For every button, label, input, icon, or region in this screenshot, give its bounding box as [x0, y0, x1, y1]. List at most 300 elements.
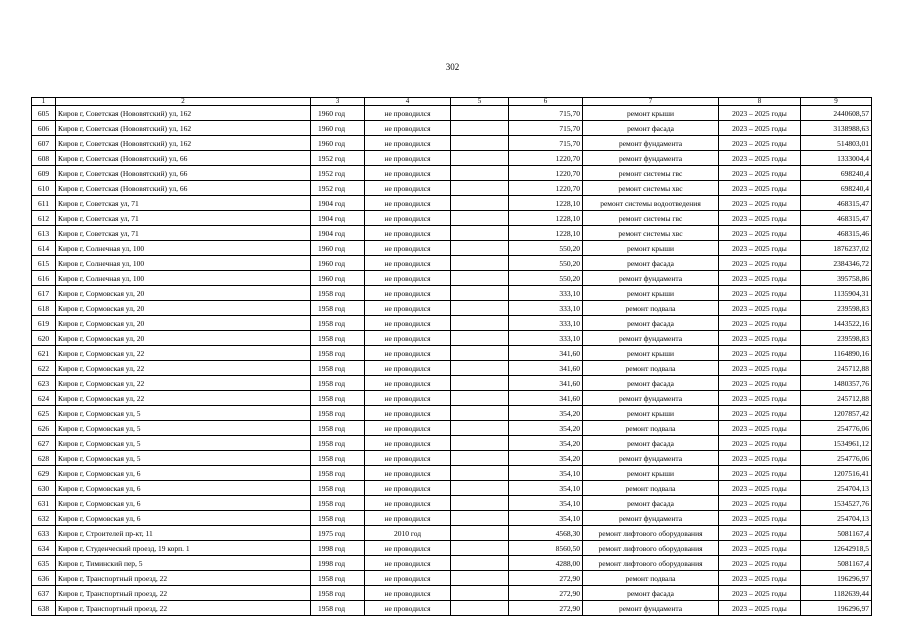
- column-header-7: 7: [583, 98, 719, 106]
- period-cell: 2023 – 2025 годы: [719, 151, 801, 166]
- period-cell: 2023 – 2025 годы: [719, 526, 801, 541]
- cost-cell: 2384346,72: [801, 256, 872, 271]
- period-cell: 2023 – 2025 годы: [719, 601, 801, 616]
- period-cell: 2023 – 2025 годы: [719, 451, 801, 466]
- last-repair-year-cell: не проводился: [365, 406, 451, 421]
- table-row: [32, 526, 872, 541]
- work-type-cell: ремонт крыши: [583, 466, 719, 481]
- last-repair-year-cell: не проводился: [365, 451, 451, 466]
- area-cell: 341,60: [509, 361, 583, 376]
- table-row: [32, 391, 872, 406]
- period-cell: 2023 – 2025 годы: [719, 481, 801, 496]
- table-row: [32, 316, 872, 331]
- empty-cell-cell: [451, 331, 509, 346]
- address-cell: Киров г, Солнечная ул, 100: [56, 241, 311, 256]
- area-cell: 354,20: [509, 451, 583, 466]
- empty-cell-cell: [451, 196, 509, 211]
- build-year-cell: 1952 год: [311, 166, 365, 181]
- address-cell: Киров г, Сормовская ул, 6: [56, 496, 311, 511]
- empty-cell-cell: [451, 136, 509, 151]
- table-row: [32, 346, 872, 361]
- cost-cell: 239598,83: [801, 301, 872, 316]
- cost-cell: 196296,97: [801, 571, 872, 586]
- row-number-cell: 618: [32, 301, 56, 316]
- row-number-cell: 632: [32, 511, 56, 526]
- table-row: [32, 166, 872, 181]
- period-cell: 2023 – 2025 годы: [719, 301, 801, 316]
- row-number-cell: 611: [32, 196, 56, 211]
- table-row: [32, 481, 872, 496]
- build-year-cell: 1958 год: [311, 331, 365, 346]
- register-table: [31, 97, 872, 616]
- area-cell: 272,90: [509, 586, 583, 601]
- period-cell: 2023 – 2025 годы: [719, 346, 801, 361]
- column-header-9: 9: [801, 98, 872, 106]
- period-cell: 2023 – 2025 годы: [719, 241, 801, 256]
- row-number-cell: 637: [32, 586, 56, 601]
- cost-cell: 1876237,02: [801, 241, 872, 256]
- cost-cell: 468315,46: [801, 226, 872, 241]
- last-repair-year-cell: не проводился: [365, 181, 451, 196]
- last-repair-year-cell: не проводился: [365, 151, 451, 166]
- empty-cell-cell: [451, 601, 509, 616]
- empty-cell-cell: [451, 541, 509, 556]
- table-row: [32, 196, 872, 211]
- period-cell: 2023 – 2025 годы: [719, 181, 801, 196]
- period-cell: 2023 – 2025 годы: [719, 331, 801, 346]
- work-type-cell: ремонт подвала: [583, 481, 719, 496]
- build-year-cell: 1958 год: [311, 586, 365, 601]
- cost-cell: 254704,13: [801, 511, 872, 526]
- area-cell: 715,70: [509, 121, 583, 136]
- cost-cell: 1443522,16: [801, 316, 872, 331]
- table-row: [32, 556, 872, 571]
- period-cell: 2023 – 2025 годы: [719, 361, 801, 376]
- column-header-3: 3: [311, 98, 365, 106]
- table-body: [32, 106, 872, 616]
- row-number-cell: 624: [32, 391, 56, 406]
- area-cell: 550,20: [509, 241, 583, 256]
- row-number-cell: 633: [32, 526, 56, 541]
- work-type-cell: ремонт подвала: [583, 361, 719, 376]
- row-number-cell: 619: [32, 316, 56, 331]
- table-row: [32, 361, 872, 376]
- last-repair-year-cell: не проводился: [365, 121, 451, 136]
- page-number: 302: [445, 62, 460, 72]
- cost-cell: 254776,06: [801, 451, 872, 466]
- empty-cell-cell: [451, 166, 509, 181]
- cost-cell: 254704,13: [801, 481, 872, 496]
- empty-cell-cell: [451, 436, 509, 451]
- header-row: [32, 98, 872, 106]
- cost-cell: 239598,83: [801, 331, 872, 346]
- row-number-cell: 608: [32, 151, 56, 166]
- period-cell: 2023 – 2025 годы: [719, 121, 801, 136]
- address-cell: Киров г, Советская ул, 71: [56, 211, 311, 226]
- table-row: [32, 436, 872, 451]
- address-cell: Киров г, Советская ул, 71: [56, 196, 311, 211]
- work-type-cell: ремонт фундамента: [583, 451, 719, 466]
- empty-cell-cell: [451, 496, 509, 511]
- address-cell: Киров г, Тиминский пер, 5: [56, 556, 311, 571]
- empty-cell-cell: [451, 466, 509, 481]
- empty-cell-cell: [451, 106, 509, 121]
- cost-cell: 468315,47: [801, 211, 872, 226]
- column-header-1: 1: [32, 98, 56, 106]
- address-cell: Киров г, Советская (Нововятский) ул, 66: [56, 181, 311, 196]
- area-cell: 1228,10: [509, 196, 583, 211]
- address-cell: Киров г, Сормовская ул, 5: [56, 406, 311, 421]
- empty-cell-cell: [451, 151, 509, 166]
- row-number-cell: 607: [32, 136, 56, 151]
- row-number-cell: 614: [32, 241, 56, 256]
- empty-cell-cell: [451, 226, 509, 241]
- area-cell: 333,10: [509, 301, 583, 316]
- build-year-cell: 1904 год: [311, 211, 365, 226]
- work-type-cell: ремонт лифтового оборудования: [583, 556, 719, 571]
- build-year-cell: 1958 год: [311, 376, 365, 391]
- last-repair-year-cell: не проводился: [365, 496, 451, 511]
- last-repair-year-cell: не проводился: [365, 301, 451, 316]
- row-number-cell: 609: [32, 166, 56, 181]
- period-cell: 2023 – 2025 годы: [719, 106, 801, 121]
- work-type-cell: ремонт фундамента: [583, 331, 719, 346]
- area-cell: 1220,70: [509, 181, 583, 196]
- row-number-cell: 613: [32, 226, 56, 241]
- area-cell: 341,60: [509, 391, 583, 406]
- work-type-cell: ремонт фасада: [583, 121, 719, 136]
- last-repair-year-cell: не проводился: [365, 571, 451, 586]
- table-row: [32, 241, 872, 256]
- cost-cell: 468315,47: [801, 196, 872, 211]
- cost-cell: 1333004,4: [801, 151, 872, 166]
- last-repair-year-cell: не проводился: [365, 436, 451, 451]
- row-number-cell: 621: [32, 346, 56, 361]
- empty-cell-cell: [451, 211, 509, 226]
- work-type-cell: ремонт фундамента: [583, 511, 719, 526]
- work-type-cell: ремонт фундамента: [583, 151, 719, 166]
- last-repair-year-cell: не проводился: [365, 556, 451, 571]
- build-year-cell: 1958 год: [311, 436, 365, 451]
- address-cell: Киров г, Транспортный проезд, 22: [56, 571, 311, 586]
- period-cell: 2023 – 2025 годы: [719, 166, 801, 181]
- period-cell: 2023 – 2025 годы: [719, 436, 801, 451]
- period-cell: 2023 – 2025 годы: [719, 556, 801, 571]
- table-row: [32, 466, 872, 481]
- cost-cell: 514803,01: [801, 136, 872, 151]
- table-row: [32, 256, 872, 271]
- row-number-cell: 628: [32, 451, 56, 466]
- row-number-cell: 620: [32, 331, 56, 346]
- build-year-cell: 1960 год: [311, 271, 365, 286]
- cost-cell: 1207516,41: [801, 466, 872, 481]
- work-type-cell: ремонт фасада: [583, 496, 719, 511]
- column-header-6: 6: [509, 98, 583, 106]
- row-number-cell: 605: [32, 106, 56, 121]
- work-type-cell: ремонт фундамента: [583, 136, 719, 151]
- area-cell: 1228,10: [509, 211, 583, 226]
- address-cell: Киров г, Советская (Нововятский) ул, 66: [56, 166, 311, 181]
- build-year-cell: 1960 год: [311, 241, 365, 256]
- address-cell: Киров г, Транспортный проезд, 22: [56, 601, 311, 616]
- table-row: [32, 376, 872, 391]
- work-type-cell: ремонт системы хвс: [583, 226, 719, 241]
- area-cell: 1220,70: [509, 151, 583, 166]
- address-cell: Киров г, Сормовская ул, 22: [56, 376, 311, 391]
- period-cell: 2023 – 2025 годы: [719, 286, 801, 301]
- row-number-cell: 638: [32, 601, 56, 616]
- area-cell: 8560,50: [509, 541, 583, 556]
- area-cell: 341,60: [509, 346, 583, 361]
- build-year-cell: 1960 год: [311, 121, 365, 136]
- cost-cell: 698240,4: [801, 166, 872, 181]
- address-cell: Киров г, Сормовская ул, 22: [56, 391, 311, 406]
- area-cell: 1228,10: [509, 226, 583, 241]
- last-repair-year-cell: не проводился: [365, 511, 451, 526]
- work-type-cell: ремонт фасада: [583, 436, 719, 451]
- last-repair-year-cell: не проводился: [365, 421, 451, 436]
- table-row: [32, 181, 872, 196]
- cost-cell: 395758,86: [801, 271, 872, 286]
- area-cell: 354,10: [509, 496, 583, 511]
- address-cell: Киров г, Сормовская ул, 20: [56, 316, 311, 331]
- work-type-cell: ремонт системы водоотведения: [583, 196, 719, 211]
- empty-cell-cell: [451, 391, 509, 406]
- work-type-cell: ремонт подвала: [583, 301, 719, 316]
- area-cell: 354,10: [509, 511, 583, 526]
- row-number-cell: 634: [32, 541, 56, 556]
- table-row: [32, 121, 872, 136]
- empty-cell-cell: [451, 586, 509, 601]
- address-cell: Киров г, Сормовская ул, 6: [56, 481, 311, 496]
- row-number-cell: 635: [32, 556, 56, 571]
- work-type-cell: ремонт фасада: [583, 586, 719, 601]
- work-type-cell: ремонт фасада: [583, 316, 719, 331]
- cost-cell: 1534961,12: [801, 436, 872, 451]
- area-cell: 333,10: [509, 331, 583, 346]
- table-row: [32, 226, 872, 241]
- last-repair-year-cell: не проводился: [365, 136, 451, 151]
- row-number-cell: 623: [32, 376, 56, 391]
- work-type-cell: ремонт лифтового оборудования: [583, 541, 719, 556]
- row-number-cell: 615: [32, 256, 56, 271]
- row-number-cell: 616: [32, 271, 56, 286]
- address-cell: Киров г, Советская ул, 71: [56, 226, 311, 241]
- cost-cell: 245712,88: [801, 361, 872, 376]
- table-row: [32, 511, 872, 526]
- build-year-cell: 1960 год: [311, 106, 365, 121]
- last-repair-year-cell: не проводился: [365, 346, 451, 361]
- address-cell: Киров г, Сормовская ул, 20: [56, 301, 311, 316]
- table-row: [32, 271, 872, 286]
- address-cell: Киров г, Строителей пр-кт, 11: [56, 526, 311, 541]
- build-year-cell: 1958 год: [311, 466, 365, 481]
- area-cell: 272,90: [509, 601, 583, 616]
- cost-cell: 1480357,76: [801, 376, 872, 391]
- table-row: [32, 451, 872, 466]
- build-year-cell: 1958 год: [311, 601, 365, 616]
- build-year-cell: 1904 год: [311, 226, 365, 241]
- column-header-5: 5: [451, 98, 509, 106]
- address-cell: Киров г, Сормовская ул, 5: [56, 421, 311, 436]
- area-cell: 354,10: [509, 466, 583, 481]
- row-number-cell: 606: [32, 121, 56, 136]
- address-cell: Киров г, Сормовская ул, 5: [56, 451, 311, 466]
- last-repair-year-cell: не проводился: [365, 376, 451, 391]
- cost-cell: 12642918,5: [801, 541, 872, 556]
- column-header-2: 2: [56, 98, 311, 106]
- period-cell: 2023 – 2025 годы: [719, 496, 801, 511]
- period-cell: 2023 – 2025 годы: [719, 511, 801, 526]
- empty-cell-cell: [451, 121, 509, 136]
- column-header-4: 4: [365, 98, 451, 106]
- table-row: [32, 586, 872, 601]
- build-year-cell: 1958 год: [311, 361, 365, 376]
- table-row: [32, 301, 872, 316]
- row-number-cell: 627: [32, 436, 56, 451]
- last-repair-year-cell: не проводился: [365, 361, 451, 376]
- work-type-cell: ремонт крыши: [583, 346, 719, 361]
- address-cell: Киров г, Сормовская ул, 6: [56, 511, 311, 526]
- period-cell: 2023 – 2025 годы: [719, 466, 801, 481]
- empty-cell-cell: [451, 376, 509, 391]
- row-number-cell: 617: [32, 286, 56, 301]
- address-cell: Киров г, Советская (Нововятский) ул, 162: [56, 106, 311, 121]
- row-number-cell: 626: [32, 421, 56, 436]
- work-type-cell: ремонт крыши: [583, 286, 719, 301]
- empty-cell-cell: [451, 316, 509, 331]
- empty-cell-cell: [451, 571, 509, 586]
- last-repair-year-cell: не проводился: [365, 586, 451, 601]
- table-row: [32, 496, 872, 511]
- last-repair-year-cell: не проводился: [365, 316, 451, 331]
- build-year-cell: 1952 год: [311, 151, 365, 166]
- area-cell: 272,90: [509, 571, 583, 586]
- period-cell: 2023 – 2025 годы: [719, 136, 801, 151]
- area-cell: 354,20: [509, 421, 583, 436]
- area-cell: 4568,30: [509, 526, 583, 541]
- work-type-cell: ремонт крыши: [583, 106, 719, 121]
- last-repair-year-cell: не проводился: [365, 466, 451, 481]
- table-row: [32, 136, 872, 151]
- row-number-cell: 610: [32, 181, 56, 196]
- last-repair-year-cell: не проводился: [365, 271, 451, 286]
- empty-cell-cell: [451, 526, 509, 541]
- row-number-cell: 625: [32, 406, 56, 421]
- table-row: [32, 541, 872, 556]
- cost-cell: 1164890,16: [801, 346, 872, 361]
- work-type-cell: ремонт лифтового оборудования: [583, 526, 719, 541]
- period-cell: 2023 – 2025 годы: [719, 196, 801, 211]
- area-cell: 354,20: [509, 406, 583, 421]
- address-cell: Киров г, Солнечная ул, 100: [56, 256, 311, 271]
- last-repair-year-cell: не проводился: [365, 241, 451, 256]
- last-repair-year-cell: 2010 год: [365, 526, 451, 541]
- cost-cell: 2440608,57: [801, 106, 872, 121]
- build-year-cell: 1958 год: [311, 286, 365, 301]
- address-cell: Киров г, Сормовская ул, 22: [56, 361, 311, 376]
- last-repair-year-cell: не проводился: [365, 391, 451, 406]
- last-repair-year-cell: не проводился: [365, 331, 451, 346]
- cost-cell: 245712,88: [801, 391, 872, 406]
- build-year-cell: 1958 год: [311, 346, 365, 361]
- empty-cell-cell: [451, 256, 509, 271]
- cost-cell: 3138988,63: [801, 121, 872, 136]
- build-year-cell: 1958 год: [311, 511, 365, 526]
- table-row: [32, 331, 872, 346]
- period-cell: 2023 – 2025 годы: [719, 226, 801, 241]
- cost-cell: 5081167,4: [801, 526, 872, 541]
- address-cell: Киров г, Сормовская ул, 6: [56, 466, 311, 481]
- empty-cell-cell: [451, 406, 509, 421]
- address-cell: Киров г, Студенческий проезд, 19 корп. 1: [56, 541, 311, 556]
- work-type-cell: ремонт системы хвс: [583, 181, 719, 196]
- empty-cell-cell: [451, 346, 509, 361]
- area-cell: 354,20: [509, 436, 583, 451]
- empty-cell-cell: [451, 271, 509, 286]
- empty-cell-cell: [451, 451, 509, 466]
- empty-cell-cell: [451, 481, 509, 496]
- cost-cell: 254776,06: [801, 421, 872, 436]
- empty-cell-cell: [451, 181, 509, 196]
- work-type-cell: ремонт подвала: [583, 571, 719, 586]
- period-cell: 2023 – 2025 годы: [719, 391, 801, 406]
- cost-cell: 1534527,76: [801, 496, 872, 511]
- work-type-cell: ремонт фасада: [583, 256, 719, 271]
- last-repair-year-cell: не проводился: [365, 196, 451, 211]
- period-cell: 2023 – 2025 годы: [719, 271, 801, 286]
- table-row: [32, 106, 872, 121]
- area-cell: 354,10: [509, 481, 583, 496]
- address-cell: Киров г, Советская (Нововятский) ул, 162: [56, 121, 311, 136]
- build-year-cell: 1960 год: [311, 136, 365, 151]
- area-cell: 715,70: [509, 106, 583, 121]
- last-repair-year-cell: не проводился: [365, 481, 451, 496]
- work-type-cell: ремонт системы гвс: [583, 166, 719, 181]
- table-row: [32, 406, 872, 421]
- build-year-cell: 1958 год: [311, 451, 365, 466]
- address-cell: Киров г, Советская (Нововятский) ул, 162: [56, 136, 311, 151]
- build-year-cell: 1960 год: [311, 256, 365, 271]
- build-year-cell: 1958 год: [311, 406, 365, 421]
- empty-cell-cell: [451, 361, 509, 376]
- row-number-cell: 636: [32, 571, 56, 586]
- period-cell: 2023 – 2025 годы: [719, 376, 801, 391]
- empty-cell-cell: [451, 301, 509, 316]
- build-year-cell: 1998 год: [311, 541, 365, 556]
- area-cell: 1220,70: [509, 166, 583, 181]
- empty-cell-cell: [451, 421, 509, 436]
- build-year-cell: 1958 год: [311, 481, 365, 496]
- last-repair-year-cell: не проводился: [365, 541, 451, 556]
- table-row: [32, 571, 872, 586]
- cost-cell: 1182639,44: [801, 586, 872, 601]
- empty-cell-cell: [451, 286, 509, 301]
- cost-cell: 1207857,42: [801, 406, 872, 421]
- cost-cell: 5081167,4: [801, 556, 872, 571]
- work-type-cell: ремонт крыши: [583, 406, 719, 421]
- last-repair-year-cell: не проводился: [365, 226, 451, 241]
- row-number-cell: 622: [32, 361, 56, 376]
- work-type-cell: ремонт фундамента: [583, 601, 719, 616]
- area-cell: 341,60: [509, 376, 583, 391]
- address-cell: Киров г, Сормовская ул, 5: [56, 436, 311, 451]
- column-header-8: 8: [719, 98, 801, 106]
- row-number-cell: 630: [32, 481, 56, 496]
- build-year-cell: 1958 год: [311, 421, 365, 436]
- build-year-cell: 1958 год: [311, 301, 365, 316]
- work-type-cell: ремонт фундамента: [583, 391, 719, 406]
